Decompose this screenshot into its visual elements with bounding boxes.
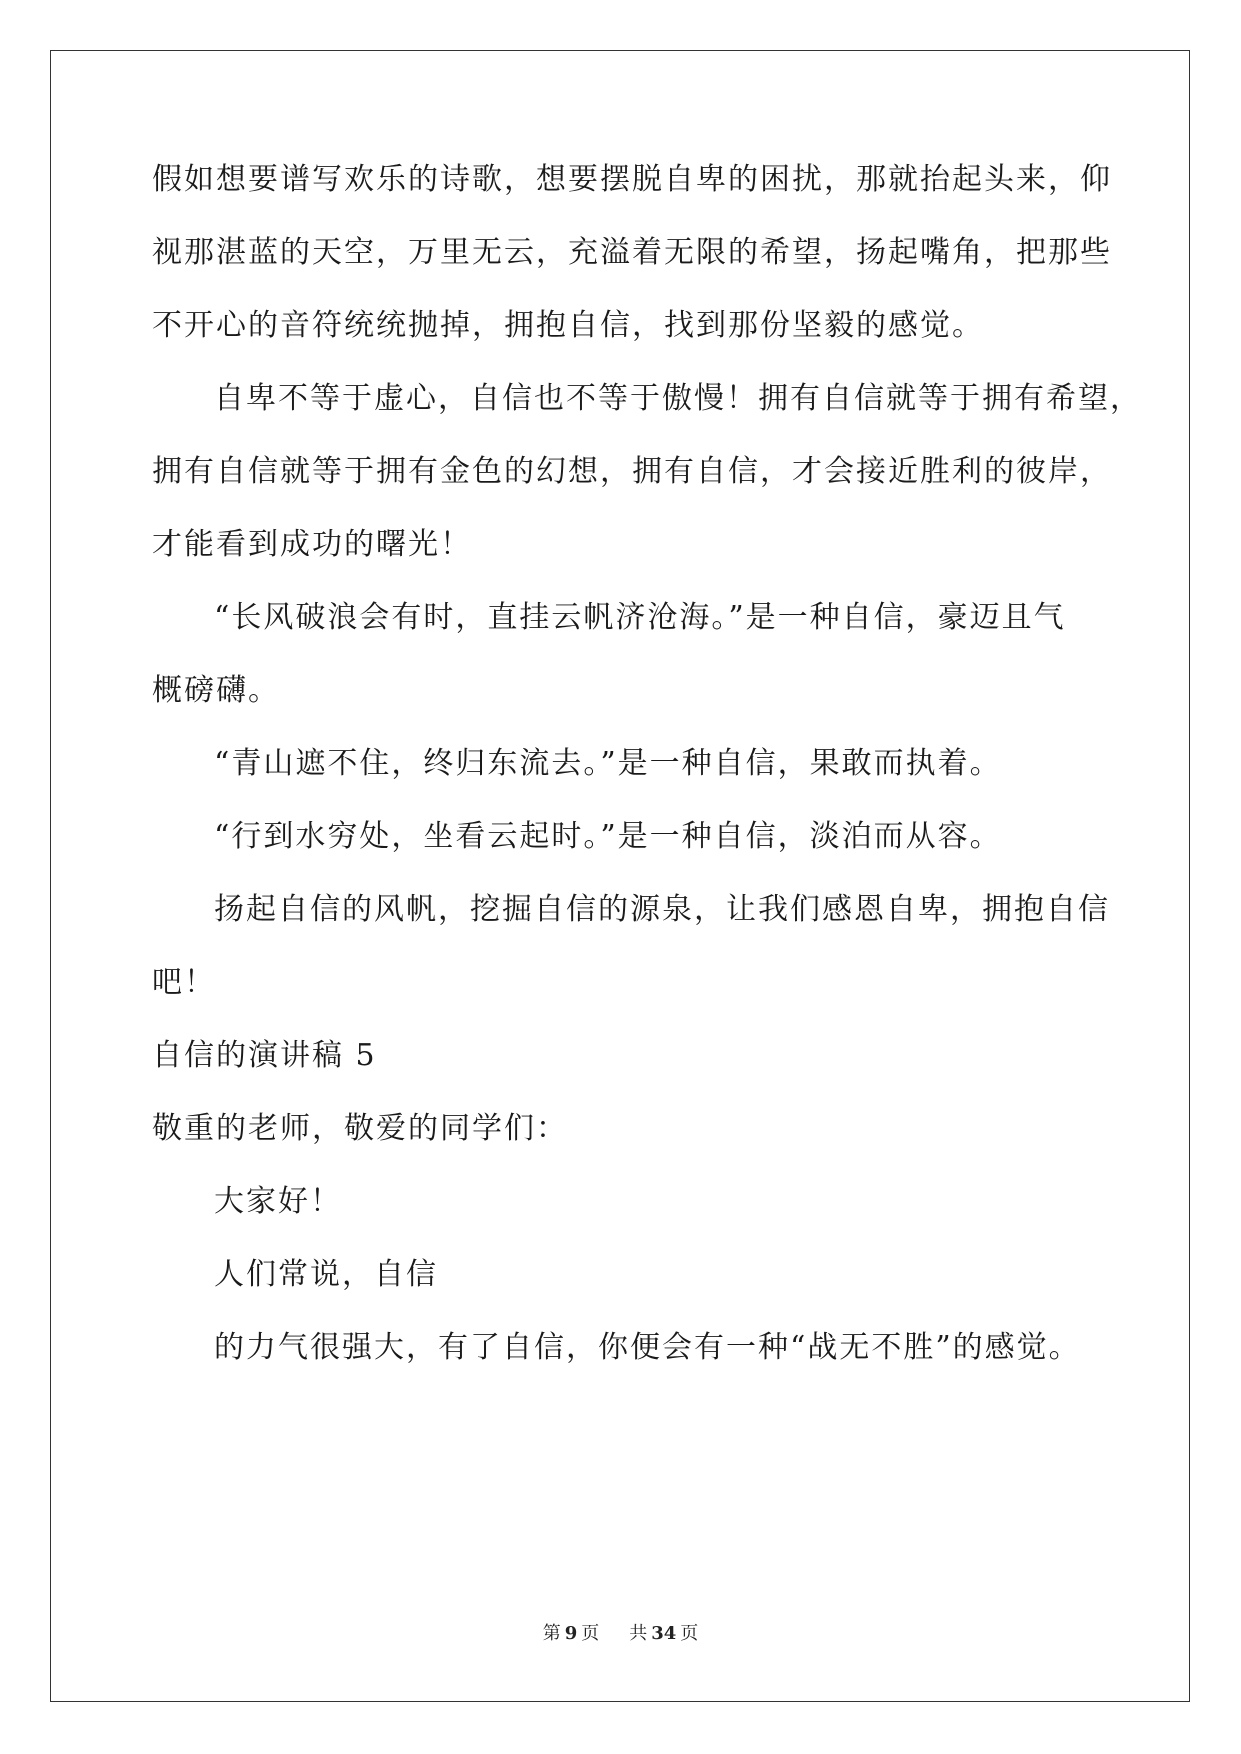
paragraph-line: 自卑不等于虚心，自信也不等于傲慢！拥有自信就等于拥有希望， xyxy=(214,381,1142,416)
paragraph-line: 不开心的音符统统抛掉，拥抱自信，找到那份坚毅的感觉。 xyxy=(152,308,984,343)
paragraph-line: 扬起自信的风帆，挖掘自信的源泉，让我们感恩自卑，拥抱自信 xyxy=(214,892,1110,927)
paragraph-line: 吧！ xyxy=(152,965,216,1000)
paragraph-line: 概磅礴。 xyxy=(152,673,280,708)
paragraph-line: 人们常说，自信 xyxy=(214,1257,438,1292)
greeting: 大家好！ xyxy=(214,1184,342,1219)
page-footer xyxy=(0,1622,1241,1646)
paragraph-line: 假如想要谱写欢乐的诗歌，想要摆脱自卑的困扰，那就抬起头来，仰 xyxy=(152,162,1112,197)
section-title: 自信的演讲稿 5 xyxy=(152,1038,377,1073)
paragraph-line: “青山遮不住，终归东流去。”是一种自信，果敢而执着。 xyxy=(214,746,1002,781)
page-number: 9 xyxy=(564,1623,578,1644)
page-prefix: 第 xyxy=(542,1623,561,1644)
paragraph-line: 拥有自信就等于拥有金色的幻想，拥有自信，才会接近胜利的彼岸， xyxy=(152,454,1112,489)
page-unit: 页 xyxy=(581,1623,600,1644)
paragraph-line: “长风破浪会有时，直挂云帆济沧海。”是一种自信，豪迈且气 xyxy=(214,600,1066,635)
paragraph-line: 才能看到成功的曙光！ xyxy=(152,527,472,562)
total-pages: 34 xyxy=(651,1623,677,1644)
total-unit: 页 xyxy=(680,1623,699,1644)
paragraph-line: “行到水穷处，坐看云起时。”是一种自信，淡泊而从容。 xyxy=(214,819,1002,854)
total-prefix: 共 xyxy=(629,1623,648,1644)
paragraph-line: 视那湛蓝的天空，万里无云，充溢着无限的希望，扬起嘴角，把那些 xyxy=(152,235,1112,270)
paragraph-line: 的力气很强大，有了自信，你便会有一种“战无不胜”的感觉。 xyxy=(214,1330,1081,1365)
page-border xyxy=(50,50,1190,1702)
salutation: 敬重的老师，敬爱的同学们： xyxy=(152,1111,568,1146)
